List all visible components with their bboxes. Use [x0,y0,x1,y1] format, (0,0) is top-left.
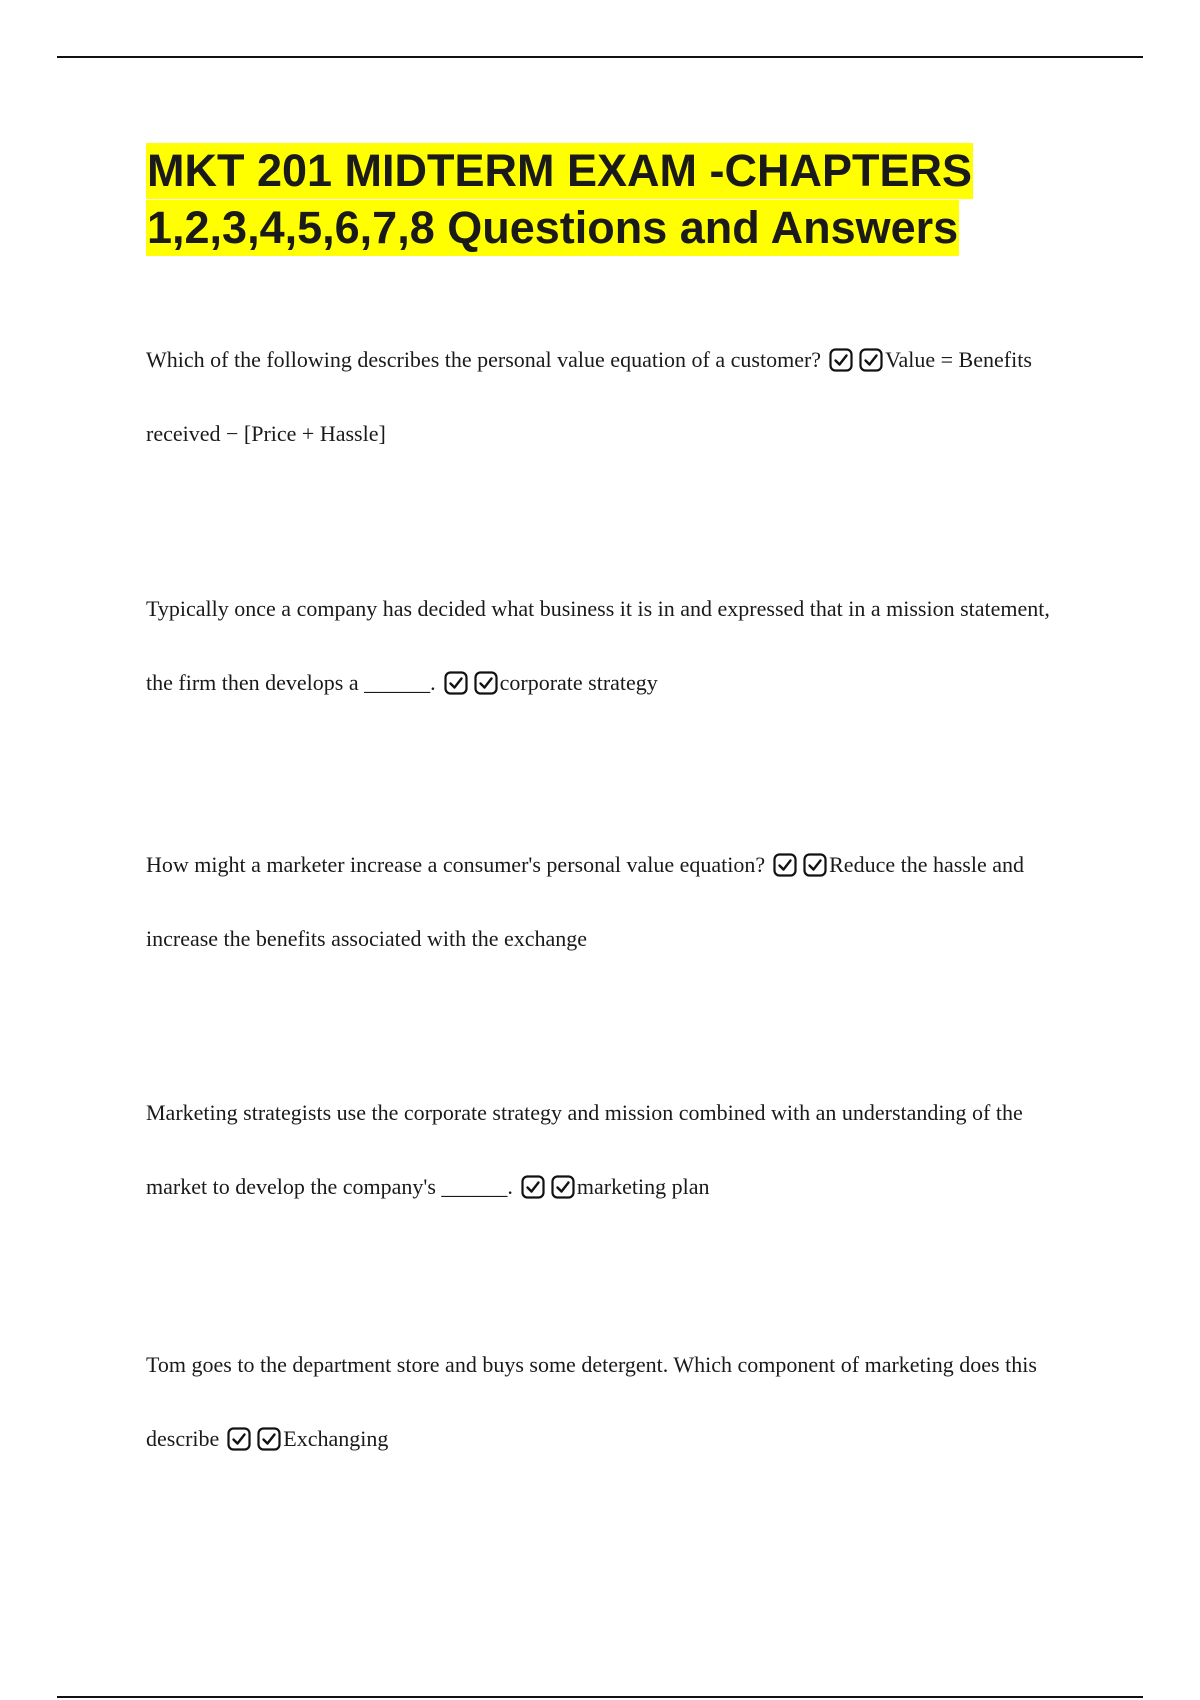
question-text: Typically once a company has decided what business it is in and expressed that in a mission statement, the firm then develops a ______. [146,596,1050,695]
question-text: Tom goes to the department store and buys some detergent. Which component of marketing does this describe [146,1352,1037,1451]
question-text: Marketing strategists use the corporate strategy and mission combined with an understanding of the market to develop the company's ______. [146,1100,1023,1199]
checkbox-checked-icon [474,671,498,695]
answer-marker [773,853,827,877]
question-text: Which of the following describes the personal value equation of a customer? [146,347,822,372]
checkbox-checked-icon [227,1427,251,1451]
checkbox-checked-icon [803,853,827,877]
title-highlight: MKT 201 MIDTERM EXAM -CHAPTERS 1,2,3,4,5,6,7,8 Questions and Answers [146,143,973,256]
answer-text: marketing plan [576,1174,710,1199]
answer-marker [829,348,883,372]
checkbox-checked-icon [859,348,883,372]
qa-item [146,1328,1066,1476]
answer-text: Reduce the hassle and increase the benefits associated with the exchange [146,852,1024,951]
answer-text: corporate strategy [499,670,658,695]
answer-marker [444,671,498,695]
answer-marker [227,1427,281,1451]
checkbox-checked-icon [773,853,797,877]
qa-item [146,572,1066,720]
question-text: How might a marketer increase a consumer's personal value equation? [146,852,766,877]
checkbox-checked-icon [257,1427,281,1451]
checkbox-checked-icon [521,1175,545,1199]
checkbox-checked-icon [551,1175,575,1199]
qa-item [146,1076,1066,1224]
answer-text: Value = Benefits received − [Price + Hassle] [146,347,1032,446]
qa-item [146,323,1066,471]
document-title [146,142,1046,256]
answer-marker [521,1175,575,1199]
checkbox-checked-icon [444,671,468,695]
qa-item [146,828,1066,976]
answer-text: Exchanging [283,1426,389,1451]
checkbox-checked-icon [829,348,853,372]
footer-rule [57,1696,1143,1698]
header-rule [57,56,1143,58]
